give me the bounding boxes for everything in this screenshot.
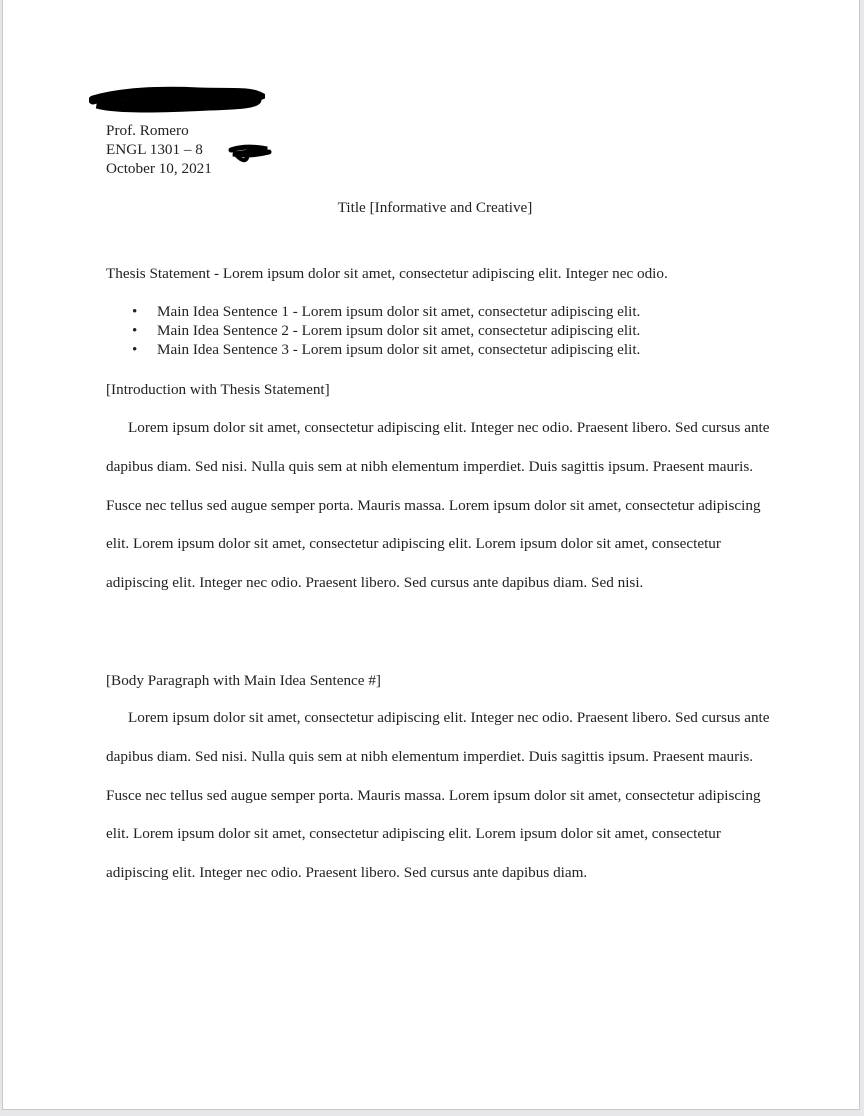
date-line: October 10, 2021 [106,160,212,177]
bullet-icon: • [132,322,138,340]
main-idea-text: Main Idea Sentence 2 - Lorem ipsum dolor sit amet, consectetur adipiscing elit. [157,322,641,340]
main-idea-list [106,302,640,360]
essay-title: Title [Informative and Creative] [337,199,533,216]
introduction-heading: [Introduction with Thesis Statement] [106,381,330,398]
list-item [106,321,640,340]
header-block [106,121,212,178]
professor-name: Prof. Romero [106,122,189,139]
bullet-icon: • [132,303,138,320]
list-item [106,302,640,321]
list-item [106,340,640,359]
body-paragraph-heading: [Body Paragraph with Main Idea Sentence #] [106,672,381,689]
body-paragraph: Lorem ipsum dolor sit amet, consectetur adipiscing elit. Integer nec odio. Praesent libero. Sed cursus ante dapibus diam. Sed nisi. Nulla quis sem at nibh elementum imperdiet. Duis sagittis ipsum. Praesent mauris. Fusce nec tellus sed augue semper porta. Mauris massa. Lorem ipsum dolor sit amet, consectetur adipiscing elit. Lorem ipsum dolor sit amet, consectetur adipiscing elit. Lorem ipsum dolor sit amet, consectetur adipiscing elit. Integer nec odio. Praesent libero. Sed cursus ante dapibus diam. [106,709,770,882]
main-idea-text: Main Idea Sentence 3 - Lorem ipsum dolor sit amet, consectetur adipiscing elit. [157,341,641,359]
introduction-paragraph: Lorem ipsum dolor sit amet, consectetur adipiscing elit. Integer nec odio. Praesent libero. Sed cursus ante dapibus diam. Sed nisi. Nulla quis sem at nibh elementum imperdiet. Duis sagittis ipsum. Praesent mauris. Fusce nec tellus sed augue semper porta. Mauris massa. Lorem ipsum dolor sit amet, consectetur adipiscing elit. Lorem ipsum dolor sit amet, consectetur adipiscing elit. Lorem ipsum dolor sit amet, consectetur adipiscing elit. Integer nec odio. Praesent libero. Sed cursus ante dapibus diam. Sed nisi. [106,419,770,592]
thesis-statement: Thesis Statement - Lorem ipsum dolor sit amet, consectetur adipiscing elit. Integer nec odio. [106,265,668,282]
main-idea-text: Main Idea Sentence 1 - Lorem ipsum dolor sit amet, consectetur adipiscing elit. [157,303,641,320]
course-text: ENGL 1301 – 8 [106,141,203,158]
name-redaction-mark [89,86,265,114]
section-redaction-mark [227,142,273,164]
course-section [106,140,212,159]
document-page [2,0,860,1110]
bullet-icon: • [132,341,138,359]
